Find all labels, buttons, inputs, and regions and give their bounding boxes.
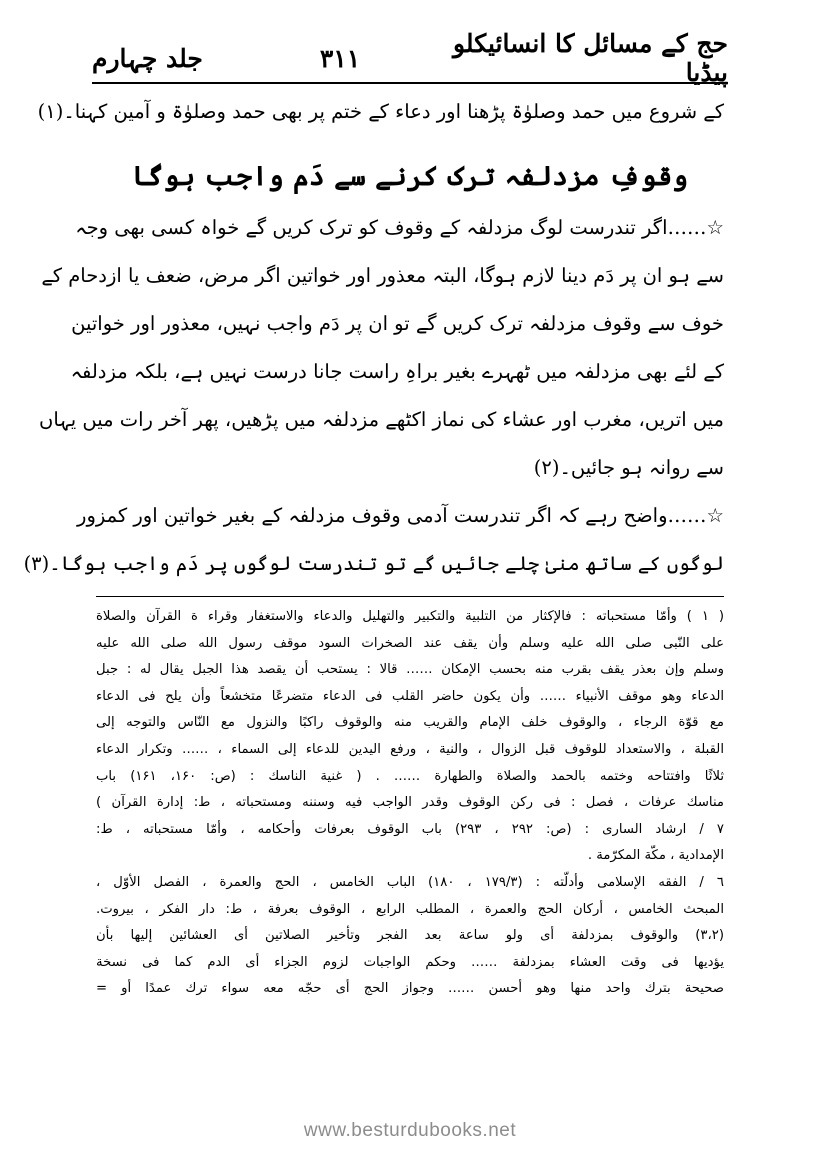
footnote-line: وسلم وإن بعذر يقف بقرب منه بحسب الإمكان …… قالا : يستحب أن يقصد هذا الجبل يقال له : جبل xyxy=(96,662,724,678)
body-line: خوف سے وقوف مزدلفہ ترک کریں گے تو ان پر دَم واجب نہیں، معذور اور خواتین xyxy=(71,312,724,335)
footnotes xyxy=(96,604,724,1003)
body-text-top xyxy=(37,88,724,136)
section-heading: وقوفِ مزدلفہ ترک کرنے سے دَم واجب ہوگا xyxy=(131,161,689,192)
footnote-line: الإمدادية ، مكّة المكرّمة . xyxy=(587,848,724,864)
footnote-line: ثلاثًا وافتتاحه وختمه بالحمد والصلاة والطهارة …… . ( غنية الناسك : (ص: ۱۶۰، ۱۶۱) باب xyxy=(96,768,724,784)
body-line: سے روانہ ہو جائیں۔(۲) xyxy=(533,456,724,479)
body-line: ☆……واضح رہے کہ اگر تندرست آدمی وقوف مزدلفہ کے بغیر خواتین اور کمزور xyxy=(77,504,724,527)
footnote-line: على النّبى صلى الله عليه وسلم وأن يقف عند الصخرات السود موقف رسول الله صلى الله عليه xyxy=(96,635,724,651)
footnote-line: المبحث الخامس ، أركان الحج والعمرة ، المطلب الرابع ، الوقوف بعرفة ، ط: دار الفكر ، بيروت. xyxy=(96,901,724,917)
website-watermark: www.besturdubooks.net xyxy=(303,1120,517,1141)
page-header xyxy=(92,29,728,87)
book-title: حج کے مسائل کا انسائیکلو پیڈیا xyxy=(453,29,728,87)
body-line: لوگوں کے ساتھ منیٰ چلے جائیں گے تو تندرست لوگوں پر دَم واجب ہوگا۔(۳) xyxy=(23,552,724,575)
footnote-line: القبلة ، والاستعداد للوقوف قبل الزوال ، والنية ، ورفع اليدين للدعاء إلى السماء ، …… وتكرار الدعاء xyxy=(96,741,724,757)
footnote-line: الدعاء وهو موقف الأنبياء …… وأن يكون حاضر القلب فى الدعاء متضرعًا متخشعاً وأن يلح فى الدعاء xyxy=(96,688,724,704)
body-line: کے شروع میں حمد وصلوٰۃ پڑھنا اور دعاء کے ختم پر بھی حمد وصلوٰۃ و آمین کہنا۔(۱) xyxy=(37,100,724,123)
page-number: ۳۱۱ xyxy=(319,43,361,73)
body-line: سے ہو ان پر دَم دینا لازم ہوگا، البتہ معذور اور خواتین اگر مرض، ضعف یا ازدحام کے xyxy=(41,264,724,287)
footnote-line: ( ۱ ) وأمّا مستحباته : فالإكثار من التلبية والتكبير والتهليل والدعاء والاستغفار وقراء ة القرآن والصلاة xyxy=(96,609,724,624)
footnote-line: ٧ / ارشاد السارى : (ص: ۲۹۲ ، ۲۹۳) باب الوقوف بعرفات وأحكامه ، وأمّا مستحباته ، ط: xyxy=(96,821,725,837)
footnote-line: مناسك عرفات ، فصل : فى ركن الوقوف وقدر الواجب فيه وسننه ومستحباته ، ط: إدارة القرآن ) xyxy=(96,795,724,811)
body-line: ☆……اگر تندرست لوگ مزدلفہ کے وقوف کو ترک کریں گے خواہ کسی بھی وجہ xyxy=(75,216,724,239)
footnote-line: (۳،۲) والوقوف بمزدلفة أى ولو ساعة بعد الفجر وتأخير الصلاتين أى العشائين إليها بأن xyxy=(96,928,724,944)
footnote-line: يؤديها فى وقت العشاء بمزدلفة …… وحكم الواجبات لزوم الجزاء أى الدم كما فى نسخة xyxy=(96,954,724,970)
volume-label: جلد چہارم xyxy=(92,43,203,73)
footnote-separator xyxy=(96,596,724,597)
body-line: میں اتریں، مغرب اور عشاء کی نماز اکٹھے مزدلفہ میں پڑھیں، پھر آخر رات میں یہاں xyxy=(39,408,724,431)
footnote-line: مع قوّة الرجاء ، والوقوف خلف الإمام والقريب منه والوقوف راكبًا والنزول مع النّاس والتوجه إلى xyxy=(96,715,724,731)
footnote-line: ٦ / الفقه الإسلامى وأدلّته : (۱۷۹/۳ ، ۱۸۰) الباب الخامس ، الحج والعمرة ، الفصل الأوّل ، xyxy=(96,874,724,890)
header-rule xyxy=(92,82,728,84)
body-text xyxy=(23,204,724,588)
footnote-line: صحيحة بترك واحد منها وهو أحسن …… وجواز الحج أى حجّه معه سواء ترك عمدًا أو = xyxy=(96,981,724,997)
body-line: کے لئے بھی مزدلفہ میں ٹھہرے بغیر براہِ راست جانا درست نہیں ہے، بلکہ مزدلفہ xyxy=(70,360,724,383)
